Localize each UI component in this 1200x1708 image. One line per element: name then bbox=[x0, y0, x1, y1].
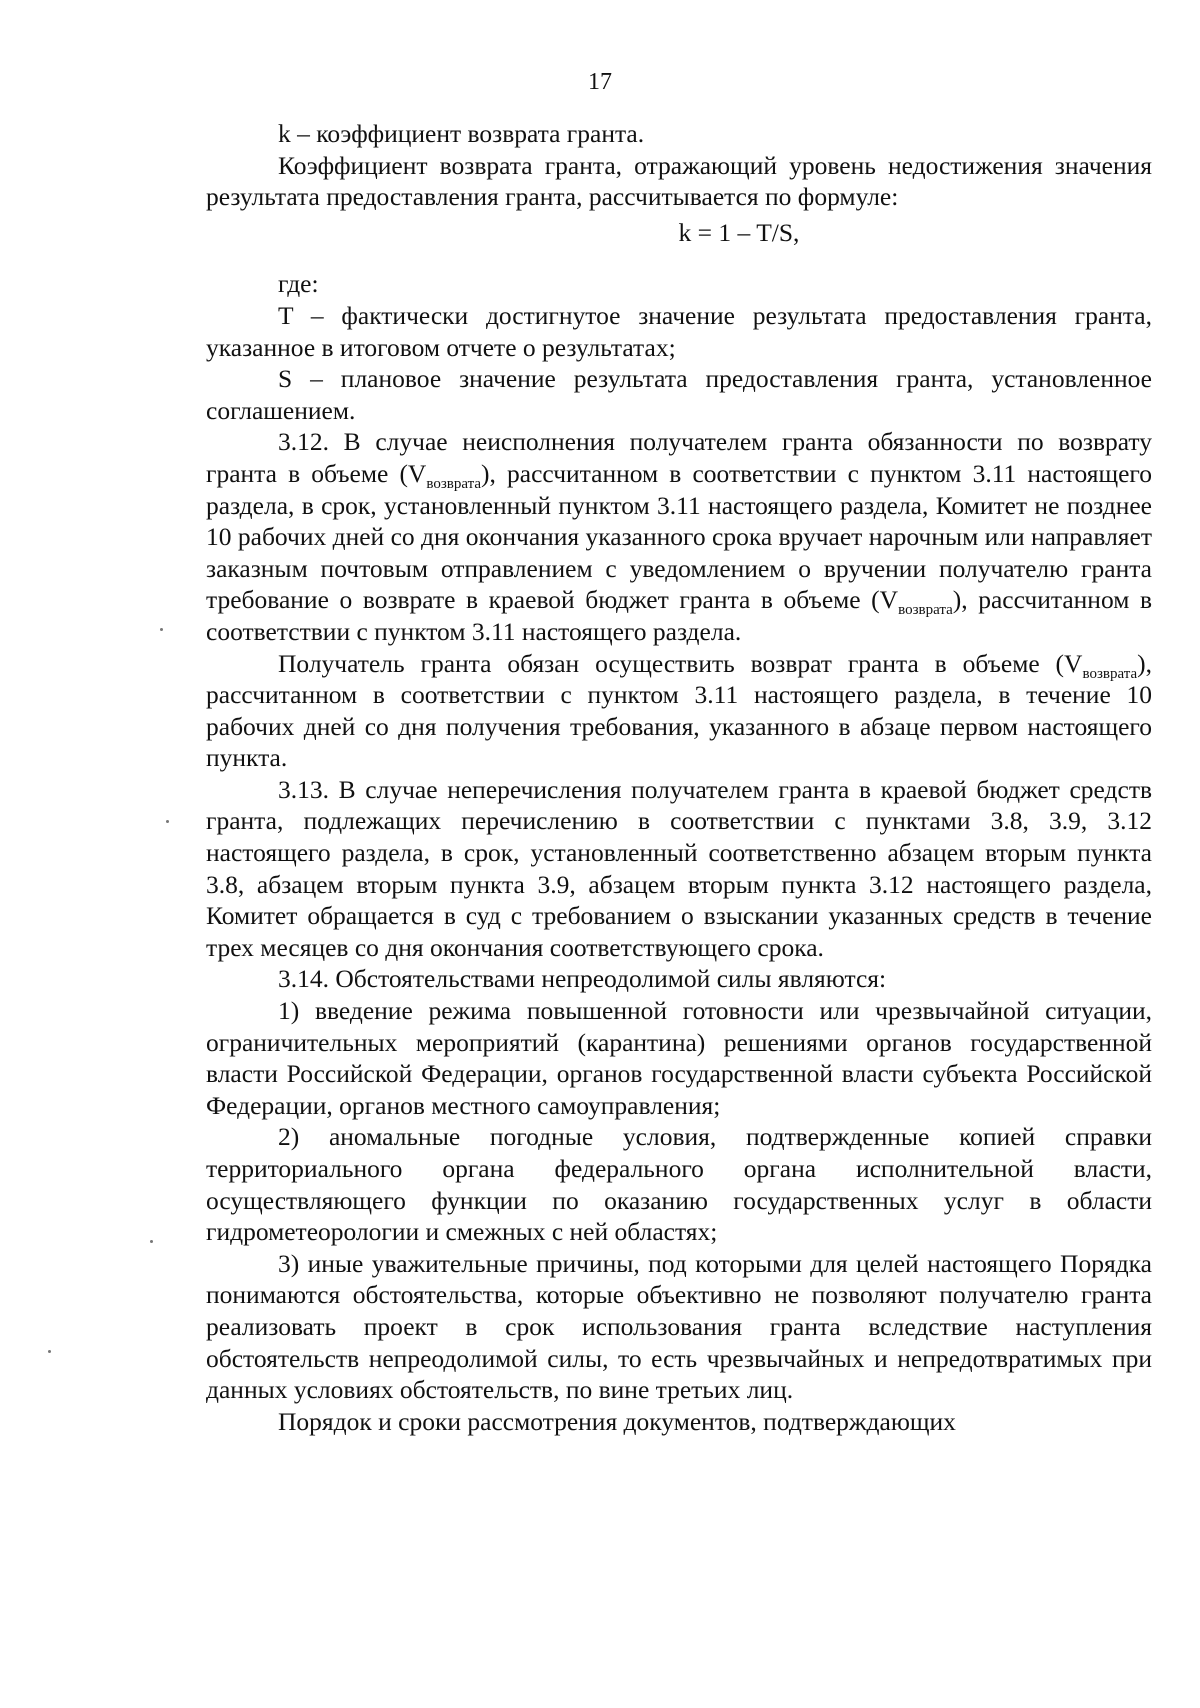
paragraph-coefficient-intro: Коэффициент возврата гранта, отражающий уровень недостижения значения результата предоставления гранта, рассчитывается по формуле: bbox=[206, 150, 1152, 212]
subscript-return: возврата bbox=[1082, 665, 1138, 682]
paragraph-recipient-part-2: ), рассчитанном в соответствии с пунктом 3.11 настоящего раздела, в течение 10 рабочих дней со дня получения требования, указанного в абзаце первом настоящего пункта. bbox=[206, 648, 1152, 773]
list-item-1: 1) введение режима повышенной готовности или чрезвычайной ситуации, ограничительных мероприятий (карантина) решениями органов государственной власти Российской Федерации, органов государственной власти субъекта Российской Федерации, органов местного самоуправления; bbox=[206, 996, 1152, 1120]
paragraph-k-definition: k – коэффициент возврата гранта. bbox=[278, 119, 645, 148]
page-number: 17 bbox=[588, 69, 612, 95]
paragraph-where: где: bbox=[278, 269, 319, 299]
paragraph-recipient-part-1: Получатель гранта обязан осуществить возврат гранта в объеме (V bbox=[278, 648, 1083, 678]
document-body bbox=[206, 118, 1152, 1437]
scan-speck bbox=[160, 628, 163, 631]
formula: k = 1 – T/S, bbox=[678, 217, 800, 247]
list-item-3: 3) иные уважительные причины, под которыми для целей настоящего Порядка понимаются обстоятельства, которые объективно не позволяют получателю гранта реализовать проект в срок использования гранта вследствие наступления обстоятельств непреодолимой силы, то есть чрезвычайных и непредотвратимых при данных условиях обстоятельств, по вине третьих лиц. bbox=[206, 1248, 1152, 1405]
paragraph-3-12 bbox=[206, 426, 1152, 647]
paragraph-s-definition: S – плановое значение результата предоставления гранта, установленное соглашением. bbox=[206, 364, 1152, 425]
paragraph-3-12-part-2: ), рассчитанном в соответствии с пунктом 3.11 настоящего раздела, в срок, установленный пунктом 3.11 настоящего раздела, Комитет не позднее 10 рабочих дней со дня окончания указанного срока вручает нарочным или направляет заказным почтовым отправлением с уведомлением о вручении получателю гранта требование о возврате в краевой бюджет гранта в объеме (V bbox=[206, 458, 1152, 615]
scan-speck bbox=[166, 820, 169, 823]
paragraph-procedure: Порядок и сроки рассмотрения документов, подтверждающих bbox=[278, 1406, 956, 1436]
paragraph-3-14: 3.14. Обстоятельствами непреодолимой силы являются: bbox=[278, 964, 887, 994]
paragraph-t-definition: T – фактически достигнутое значение результата предоставления гранта, указанное в итоговом отчете о результатах; bbox=[206, 300, 1152, 362]
paragraph-3-12-part-3: ), рассчитанном в соответствии с пунктом 3.11 настоящего раздела. bbox=[206, 585, 1152, 646]
list-item-2: 2) аномальные погодные условия, подтвержденные копией справки территориального органа федерального органа исполнительной власти, осуществляющего функции по оказанию государственных услуг в области гидрометеорологии и смежных с ней областях; bbox=[206, 1122, 1152, 1247]
scan-speck bbox=[150, 1240, 153, 1243]
paragraph-recipient-obligation bbox=[206, 648, 1152, 774]
subscript-return: возврата bbox=[426, 476, 482, 493]
paragraph-3-13: 3.13. В случае неперечисления получателем гранта в краевой бюджет средств гранта, подлежащих перечислению в соответствии с пунктами 3.8, 3.9, 3.12 настоящего раздела, в срок, установленный соответственно абзацем вторым пункта 3.8, абзацем вторым пункта 3.9, абзацем вторым пункта 3.12 настоящего раздела, Комитет обращается в суд с требованием о взыскании указанных средств в течение трех месяцев со дня окончания соответствующего срока. bbox=[206, 774, 1152, 962]
subscript-return: возврата bbox=[898, 602, 953, 619]
scan-speck bbox=[48, 1350, 51, 1353]
paragraph-3-12-part-1: 3.12. В случае неисполнения получателем гранта обязанности по возврату гранта в объеме (V bbox=[206, 427, 1152, 488]
